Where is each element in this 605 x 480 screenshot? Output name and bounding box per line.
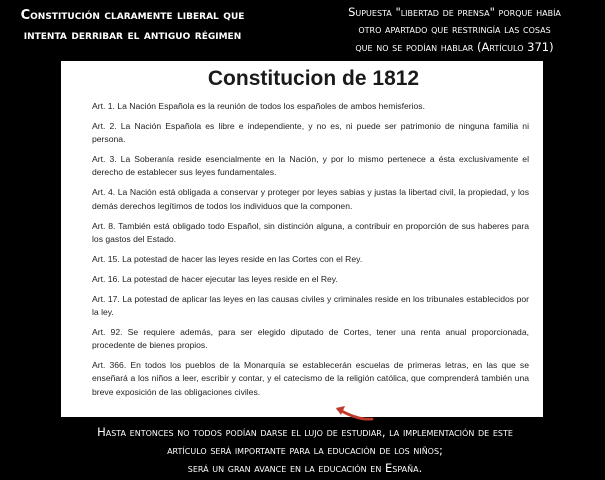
annotation-line: que no se podían hablar (Artículo 371) xyxy=(355,39,554,54)
article-2: Art. 2. La Nación Española es libre e independiente, y no es, ni puede ser patrimonio de ninguna familia ni persona. xyxy=(92,121,529,145)
pointer-arrow-icon xyxy=(332,398,376,424)
article-92: Art. 92. Se requiere además, para ser elegido diputado de Cortes, tener una renta anual proporcionada, procedente de bienes propios. xyxy=(92,327,529,351)
annotation-line: será un gran avance en la educación en España. xyxy=(187,460,423,475)
article-15: Art. 15. La potestad de hacer las leyes reside en las Cortes con el Rey. xyxy=(92,253,363,264)
constitution-document xyxy=(61,61,543,417)
article-17: Art. 17. La potestad de aplicar las leyes en las causas civiles y criminales reside en los tribunales establecidos por la ley. xyxy=(92,293,529,318)
document-title: Constitucion de 1812 xyxy=(207,67,420,90)
annotation-education xyxy=(40,424,570,477)
article-4: Art. 4. La Nación está obligada a conservar y proteger por leyes sabias y justas la libertad civil, la propiedad, y los demás derechos legítimos de todos los individuos que la componen. xyxy=(92,187,529,211)
article-3: Art. 3. La Soberanía reside esencialmente en la Nación, y por lo mismo pertenece a ésta exclusivamente el derecho de establecer sus leyes fundamentales. xyxy=(92,154,529,178)
annotation-line: artículo será importante para la educación de los niños; xyxy=(167,442,443,457)
annotation-line: otro apartado que restringía las cosas xyxy=(358,22,551,37)
article-1: Art. 1. La Nación Española es la reunión de todos los españoles de ambos hemisferios. xyxy=(92,101,425,111)
annotation-liberal xyxy=(10,6,255,46)
article-16: Art. 16. La potestad de hacer ejecutar las leyes reside en el Rey. xyxy=(92,273,338,284)
annotation-line: Supuesta "libertad de prensa" porque había xyxy=(348,5,561,19)
article-8: Art. 8. También está obligado todo Español, sin distinción alguna, a contribuir en proporción de sus haberes para los gastos del Estado. xyxy=(92,220,529,244)
article-366: Art. 366. En todos los pueblos de la Monarquía se establecerán escuelas de primeras letras, en las que se enseñará a los niños a leer, escribir y contar, y el catecismo de la religión católica, que comprenderá también una breve exposición de las obligaciones civiles. xyxy=(92,360,529,397)
annotation-press-freedom xyxy=(312,4,597,56)
annotation-line: intenta derribar el antiguo régimen xyxy=(23,28,242,44)
annotation-line: Constitución claramente liberal que xyxy=(20,8,245,23)
annotation-line: Hasta entonces no todos podían darse el lujo de estudiar, la implementación de este xyxy=(97,425,513,439)
